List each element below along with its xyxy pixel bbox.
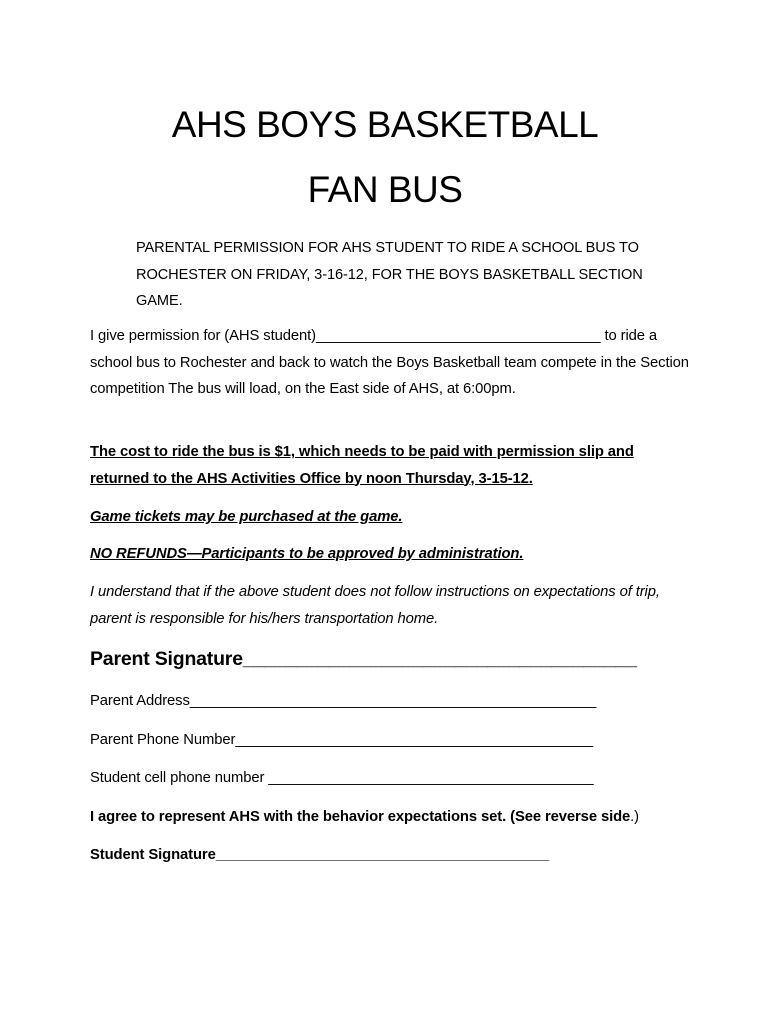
- parent-phone-label: Parent Phone Number: [90, 732, 236, 748]
- parent-address-row: [90, 690, 596, 712]
- parent-phone-row: [90, 729, 593, 751]
- permission-text: to ride a school bus to Rochester and back to watch the Boys Basketball team compete in the Section competition The bus will load, on the East side of AHS, at 6:00pm.: [90, 328, 689, 397]
- parent-signature-blank[interactable]: _____________________________________: [242, 648, 637, 670]
- parent-signature-row: [90, 644, 637, 674]
- student-signature-row: [90, 844, 549, 866]
- parent-signature-label: Parent Signature: [90, 648, 243, 670]
- student-signature-blank[interactable]: _________________________________________: [215, 847, 550, 863]
- tickets-notice: Game tickets may be purchased at the game.: [90, 509, 403, 525]
- agree-statement: [90, 806, 639, 828]
- understand-paragraph: I understand that if the above student does not follow instructions on expectations of trip, parent is responsible for his/hers transportation home.: [90, 584, 660, 627]
- student-cell-label: Student cell phone number: [90, 770, 269, 786]
- permission-label: I give permission for (AHS student): [90, 328, 316, 344]
- intro-paragraph: PARENTAL PERMISSION FOR AHS STUDENT TO RIDE A SCHOOL BUS TO ROCHESTER ON FRIDAY, 3-16-12, FOR THE BOYS BASKETBALL SECTION GAME.: [136, 240, 643, 309]
- page-subtitle: FAN BUS: [307, 169, 463, 210]
- student-cell-blank[interactable]: ________________________________________: [268, 770, 594, 786]
- parent-address-blank[interactable]: __________________________________________________: [189, 693, 597, 709]
- student-signature-label: Student Signature: [90, 847, 216, 863]
- permission-paragraph: [90, 323, 690, 403]
- student-cell-row: [90, 767, 594, 789]
- cost-notice: The cost to ride the bus is $1, which needs to be paid with permission slip and returned to the AHS Activities Office by noon Thursday, 3-15-12.: [90, 444, 634, 487]
- student-name-blank[interactable]: ___________________________________: [315, 328, 601, 344]
- page-title: AHS BOYS BASKETBALL: [171, 104, 599, 145]
- parent-phone-blank[interactable]: ____________________________________________: [235, 732, 594, 748]
- agree-suffix: .): [630, 809, 640, 825]
- agree-text: I agree to represent AHS with the behavior expectations set. (See reverse side: [90, 809, 631, 825]
- refunds-notice: NO REFUNDS—Participants to be approved by administration.: [90, 546, 524, 562]
- parent-address-label: Parent Address: [90, 693, 190, 709]
